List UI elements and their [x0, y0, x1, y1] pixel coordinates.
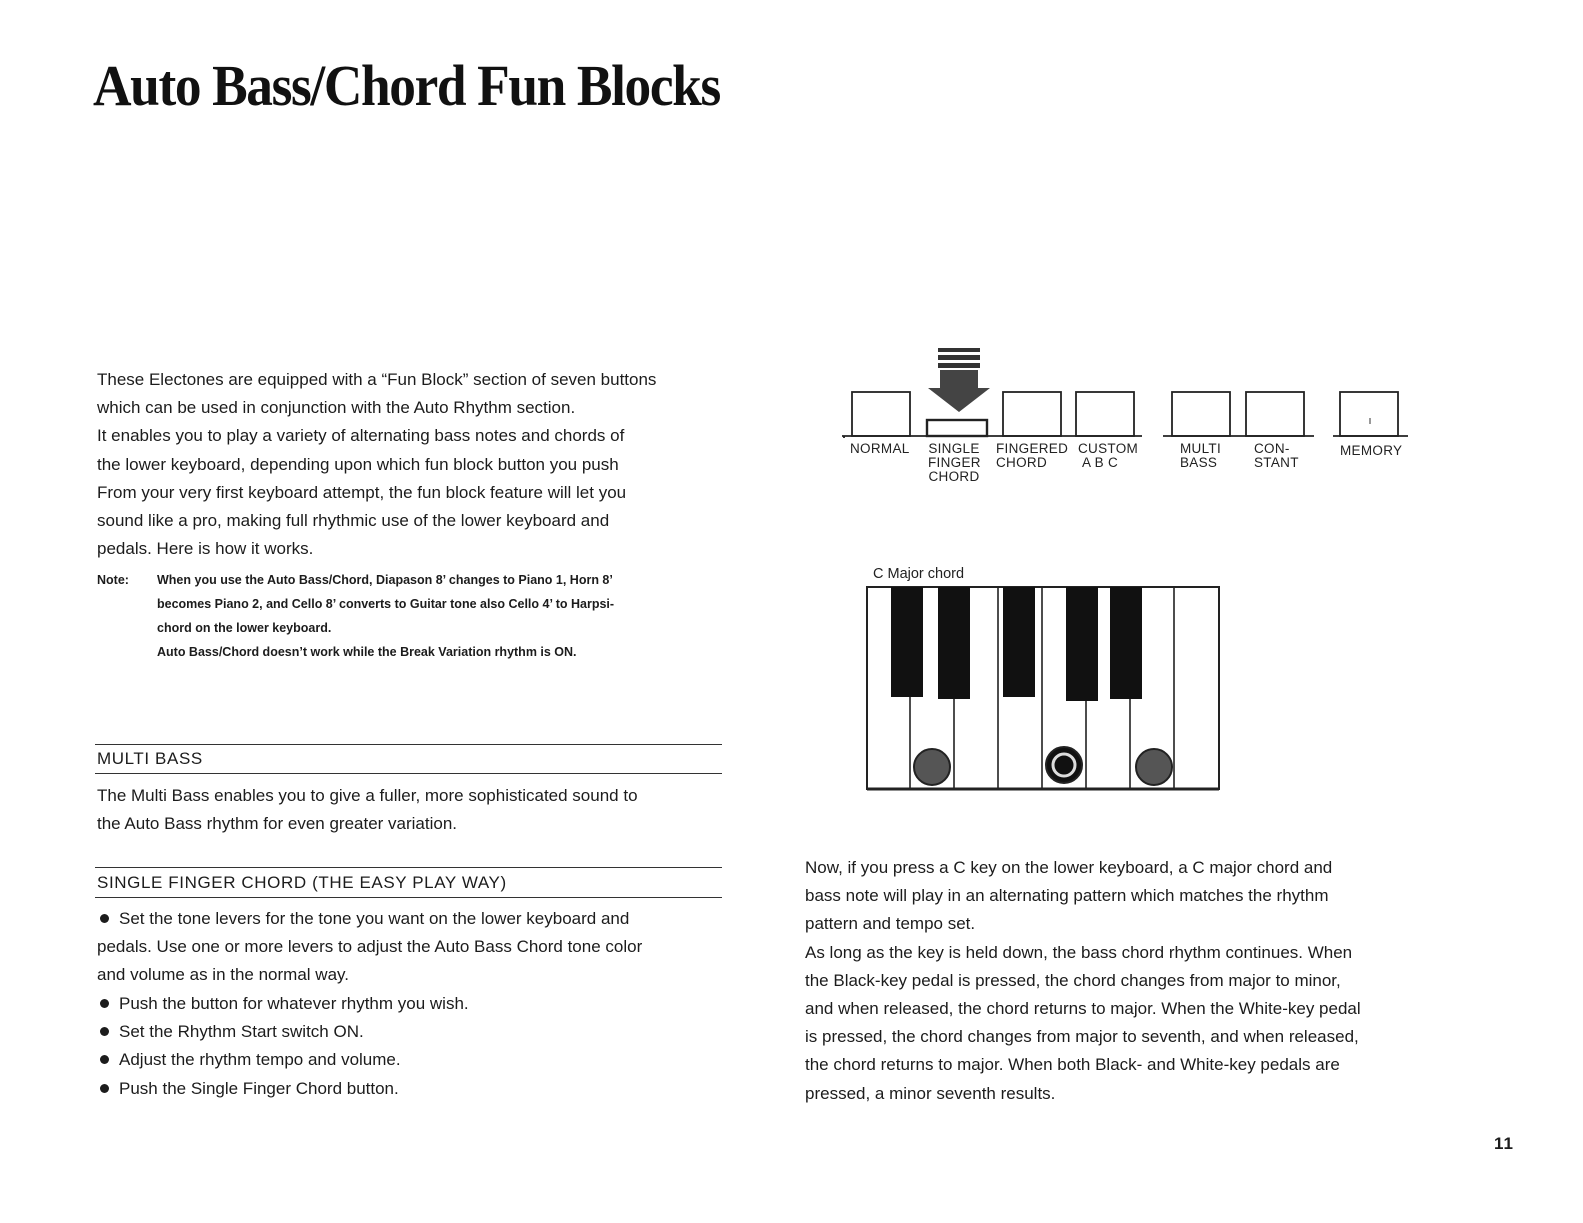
marked-key-dot — [1136, 749, 1172, 785]
black-key — [1003, 587, 1035, 697]
multi-bass-heading: MULTI BASS — [97, 749, 203, 768]
right-line: the Black-key pedal is pressed, the chord changes from major to minor, — [805, 970, 1341, 990]
bullet-icon — [100, 1027, 109, 1036]
label-line: NORMAL — [850, 441, 910, 456]
fun-block-panel — [830, 340, 1430, 490]
right-line: As long as the key is held down, the bass chord rhythm continues. When — [805, 942, 1353, 962]
step-line: pedals. Use one or more levers to adjust the Auto Bass Chord tone color — [97, 937, 643, 957]
section-rule — [95, 744, 722, 745]
label-line: STANT — [1254, 455, 1299, 470]
right-paragraph — [805, 854, 1428, 1108]
label-line: MEMORY — [1340, 443, 1403, 458]
black-key — [891, 587, 923, 697]
black-key — [1110, 587, 1142, 699]
label-line: BASS — [1180, 455, 1218, 470]
label-line: FINGER — [928, 455, 981, 470]
right-line: and when released, the chord returns to major. When the White-key pedal — [805, 999, 1361, 1019]
label-line: CHORD — [928, 469, 980, 484]
note-body — [157, 568, 727, 664]
step-item — [97, 1018, 719, 1046]
black-key — [938, 587, 970, 699]
right-line: is pressed, the chord changes from major to seventh, and when released, — [805, 1027, 1359, 1047]
step-text: Push the Single Finger Chord button. — [119, 1078, 399, 1098]
intro-paragraph — [97, 366, 717, 563]
step-text: Set the tone levers for the tone you want on the lower keyboard and — [119, 909, 630, 928]
keyboard-diagram — [864, 585, 1224, 795]
button-label-single-finger-chord — [928, 442, 980, 484]
button-label-custom-abc — [1078, 442, 1138, 470]
label-line: MULTI — [1180, 441, 1221, 456]
intro-line: the lower keyboard, depending upon which fun block button you push — [97, 454, 619, 474]
page-number: 11 — [1494, 1134, 1514, 1153]
normal-button — [852, 392, 910, 436]
bullet-icon — [100, 1084, 109, 1093]
fun-block-buttons-svg — [830, 340, 1430, 440]
page-title: Auto Bass/Chord Fun Blocks — [93, 53, 720, 118]
label-line: CON- — [1254, 441, 1290, 456]
intro-line: pedals. Here is how it works. — [97, 539, 314, 559]
constant-button — [1246, 392, 1304, 436]
intro-line: From your very first keyboard attempt, the fun block feature will let you — [97, 482, 627, 502]
button-label-memory — [1340, 444, 1402, 458]
multi-bass-line: the Auto Bass rhythm for even greater variation. — [97, 814, 458, 834]
step-line — [97, 905, 719, 933]
section-rule — [95, 897, 722, 898]
note-label: Note: — [97, 573, 129, 587]
step-line: and volume as in the normal way. — [97, 965, 349, 985]
label-line: A B C — [1082, 455, 1119, 470]
marked-key-dot — [914, 749, 950, 785]
single-finger-heading: SINGLE FINGER CHORD (THE EASY PLAY WAY) — [97, 873, 507, 892]
right-line: bass note will play in an alternating pattern which matches the rhythm — [805, 886, 1329, 906]
intro-line: which can be used in conjunction with the Auto Rhythm section. — [97, 398, 576, 418]
note-line: Auto Bass/Chord doesn’t work while the Break Variation rhythm is ON. — [157, 645, 577, 659]
button-label-fingered-chord — [996, 442, 1068, 470]
marked-key-dot — [1046, 747, 1082, 783]
fingered-chord-button — [1003, 392, 1061, 436]
section-rule — [95, 867, 722, 868]
bullet-icon — [100, 914, 109, 923]
memory-button — [1340, 392, 1398, 436]
button-label-normal — [850, 442, 910, 456]
bullet-icon — [100, 999, 109, 1008]
note-line: chord on the lower keyboard. — [157, 621, 332, 635]
label-line: SINGLE — [928, 441, 980, 456]
label-line: FINGERED — [996, 441, 1069, 456]
step-item — [97, 1075, 719, 1103]
arrow-down-icon — [928, 348, 990, 412]
multi-bass-button — [1172, 392, 1230, 436]
bullet-icon — [100, 1055, 109, 1064]
multi-bass-line: The Multi Bass enables you to give a fuller, more sophisticated sound to — [97, 786, 638, 805]
right-line: pattern and tempo set. — [805, 914, 976, 934]
single-finger-steps — [97, 905, 719, 1103]
label-line: CHORD — [996, 455, 1047, 470]
single-finger-chord-button — [927, 420, 987, 436]
black-key — [1066, 587, 1098, 701]
intro-line: It enables you to play a variety of alternating bass notes and chords of — [97, 426, 625, 446]
keyboard-caption: C Major chord — [873, 566, 965, 582]
button-label-multi-bass — [1180, 442, 1221, 470]
step-item — [97, 1046, 719, 1074]
step-text: Adjust the rhythm tempo and volume. — [119, 1050, 401, 1070]
multi-bass-paragraph — [97, 782, 717, 838]
custom-abc-button — [1076, 392, 1134, 436]
step-text: Push the button for whatever rhythm you wish. — [119, 993, 469, 1013]
keyboard-svg — [864, 585, 1224, 795]
right-line: pressed, a minor seventh results. — [805, 1083, 1056, 1103]
intro-line: sound like a pro, making full rhythmic use of the lower keyboard and — [97, 511, 610, 531]
right-line: the chord returns to major. When both Black- and White-key pedals are — [805, 1055, 1340, 1075]
step-item — [97, 990, 719, 1018]
note-line: becomes Piano 2, and Cello 8’ converts to Guitar tone also Cello 4’ to Harpsi- — [157, 597, 615, 611]
note-line: When you use the Auto Bass/Chord, Diapason 8’ changes to Piano 1, Horn 8’ — [157, 573, 613, 587]
right-line: Now, if you press a C key on the lower keyboard, a C major chord and — [805, 858, 1333, 877]
button-label-constant — [1254, 442, 1299, 470]
section-rule — [95, 773, 722, 774]
step-text: Set the Rhythm Start switch ON. — [119, 1022, 364, 1042]
intro-line: These Electones are equipped with a “Fun Block” section of seven buttons — [97, 370, 657, 389]
label-line: CUSTOM — [1078, 441, 1139, 456]
